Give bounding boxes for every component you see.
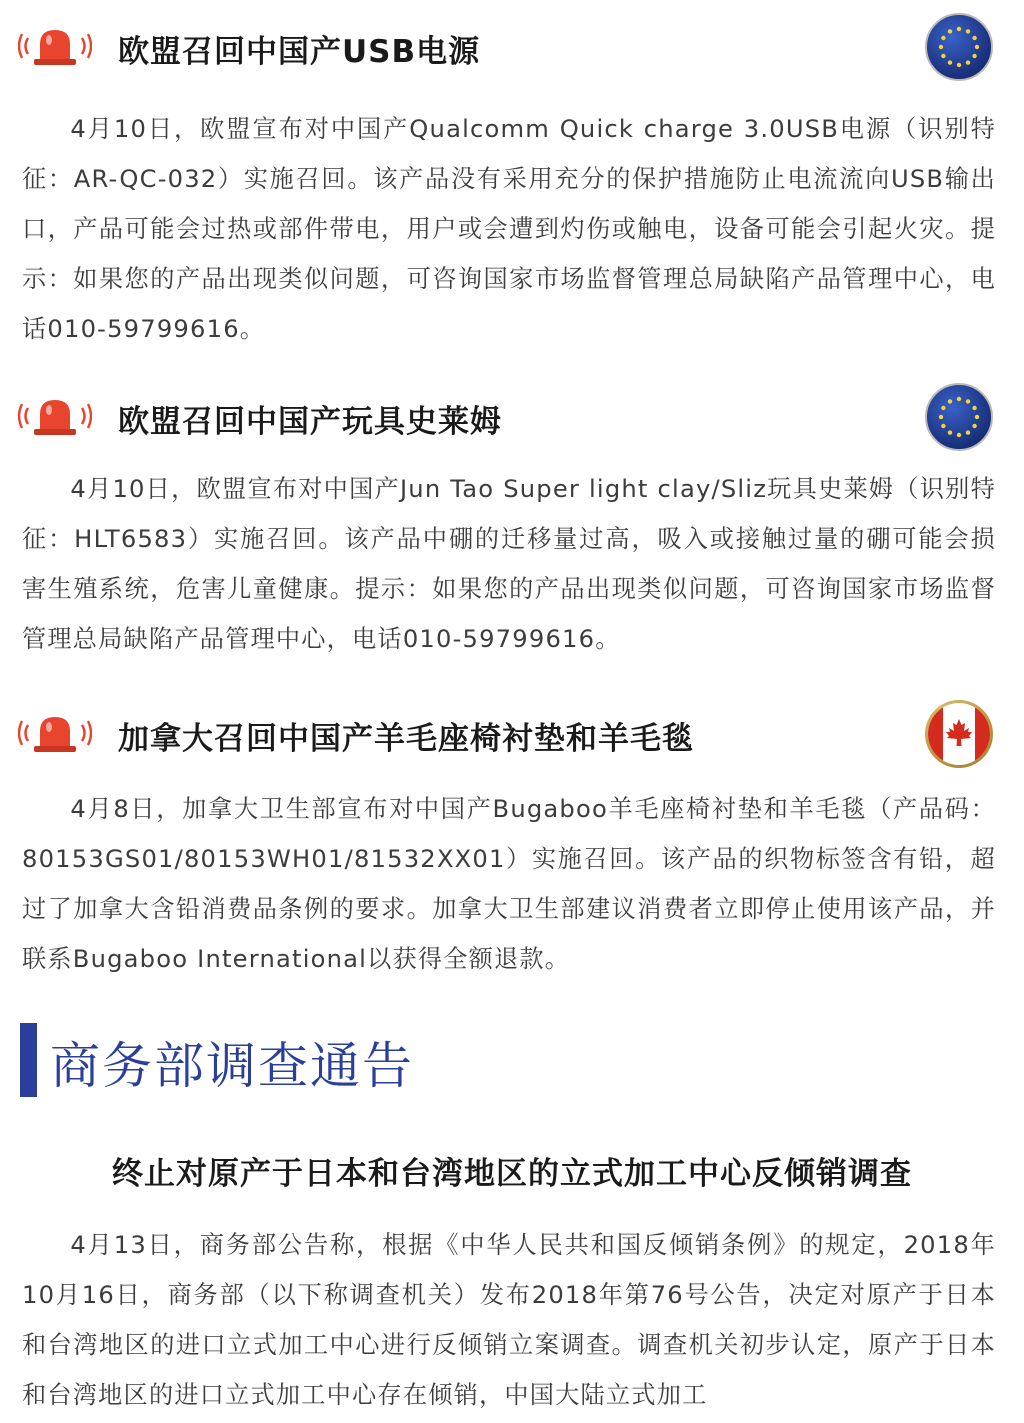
section-title: 商务部调查通告 <box>50 1037 414 1095</box>
recall-body: 4月10日，欧盟宣布对中国产Qualcomm Quick charge 3.0USB电源（识别特征：AR-QC-032）实施召回。该产品没有采用充分的保护措施防止电流流向USB输出口，产品可能会过热或部件带电，用户或会遭到灼伤或触电，设备可能会引起火灾。提示：如果您的产品出现类似问题，可咨询国家市场监督管理总局缺陷产品管理中心，电话010-59799616。 <box>22 115 996 343</box>
recall-title: 加拿大召回中国产羊毛座椅衬垫和羊毛毯 <box>118 721 694 757</box>
canada-flag-icon <box>924 699 994 769</box>
recall-title: 欧盟召回中国产玩具史莱姆 <box>118 404 502 440</box>
recall-body: 4月8日，加拿大卫生部宣布对中国产Bugaboo羊毛座椅衬垫和羊毛毯（产品码：80153GS01/80153WH01/81532XX01）实施召回。该产品的织物标签含有铅，超过了加拿大含铅消费品条例的要求。加拿大卫生部建议消费者立即停止使用该产品，并联系Bugaboo International以获得全额退款。 <box>22 795 996 973</box>
section-accent-bar <box>20 1023 37 1097</box>
recall-item-header <box>0 697 1024 767</box>
alarm-bell-icon <box>18 394 92 438</box>
alarm-bell-icon <box>18 24 92 68</box>
notice-body: 4月13日，商务部公告称，根据《中华人民共和国反倾销条例》的规定，2018年10月16日，商务部（以下称调查机关）发布2018年第76号公告，决定对原产于日本和台湾地区的进口立式加工中心进行反倾销立案调查。调查机关初步认定，原产于日本和台湾地区的进口立式加工中心存在倾销，中国大陆立式加工 <box>22 1231 996 1409</box>
eu-flag-icon <box>924 382 994 452</box>
recall-item-usb <box>0 10 1024 80</box>
recall-item-header <box>0 380 1024 450</box>
recall-item-wool <box>0 697 1024 767</box>
recall-title: 欧盟召回中国产USB电源 <box>118 34 481 70</box>
recall-item-header <box>0 10 1024 80</box>
alarm-bell-icon <box>18 711 92 755</box>
notice-title: 终止对原产于日本和台湾地区的立式加工中心反倾销调查 <box>112 1156 912 1192</box>
recall-body: 4月10日，欧盟宣布对中国产Jun Tao Super light clay/Sliz玩具史莱姆（识别特征：HLT6583）实施召回。该产品中硼的迁移量过高，吸入或接触过量的硼可能会损害生殖系统，危害儿童健康。提示：如果您的产品出现类似问题，可咨询国家市场监督管理总局缺陷产品管理中心，电话010-59799616。 <box>22 475 996 653</box>
recall-item-slime <box>0 380 1024 450</box>
eu-flag-icon <box>924 12 994 82</box>
